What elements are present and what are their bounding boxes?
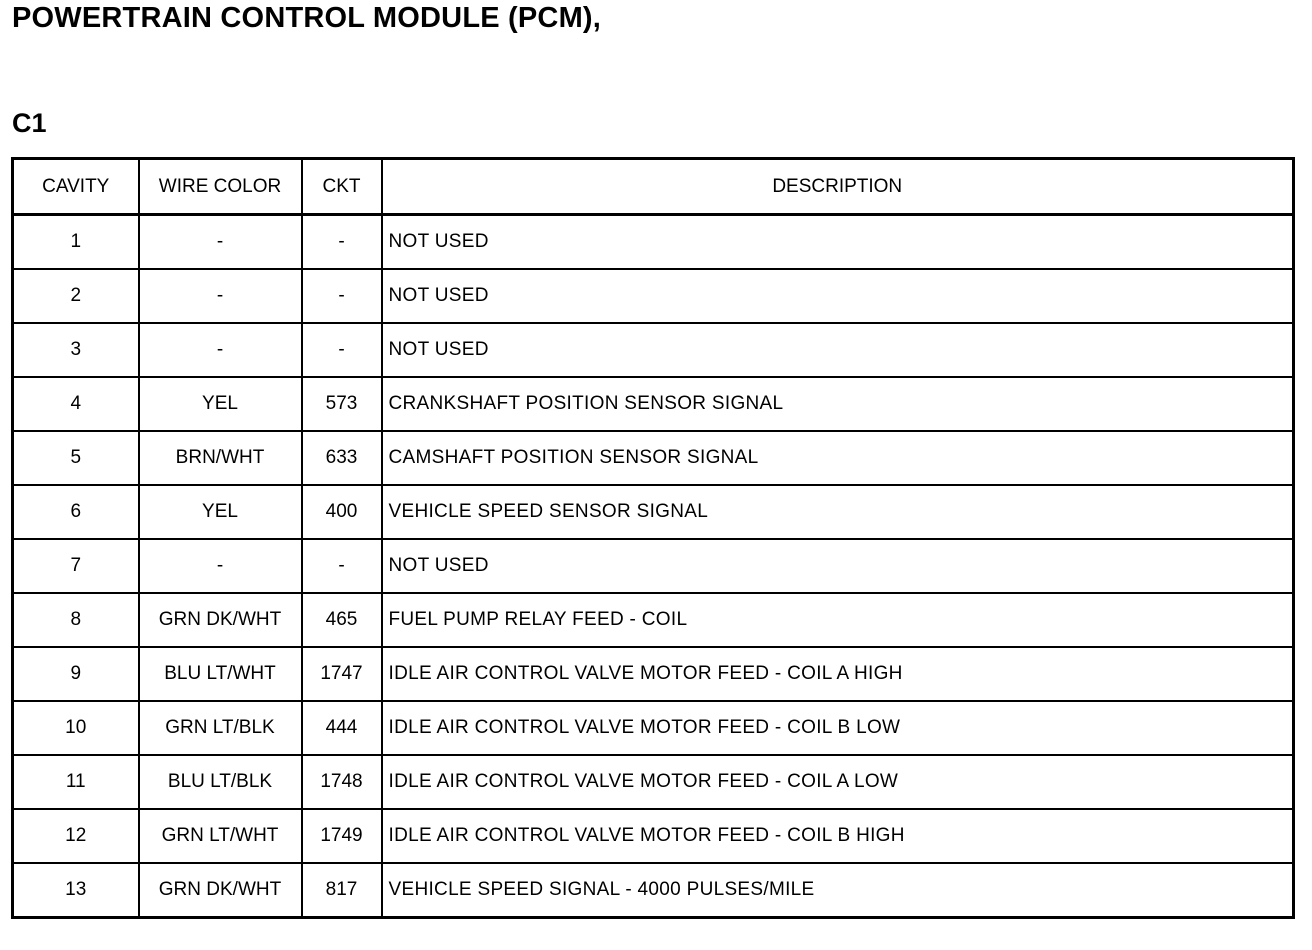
cell-wire-color: YEL: [139, 377, 302, 431]
cell-wire-color: BLU LT/WHT: [139, 647, 302, 701]
cell-cavity: 9: [13, 647, 139, 701]
cell-ckt: 1749: [302, 809, 382, 863]
cell-wire-color: -: [139, 215, 302, 270]
cell-ckt: -: [302, 539, 382, 593]
cell-wire-color: YEL: [139, 485, 302, 539]
cell-ckt: 1747: [302, 647, 382, 701]
cell-ckt: 573: [302, 377, 382, 431]
table-row: [13, 215, 1294, 270]
cell-wire-color: -: [139, 539, 302, 593]
table-row: [13, 755, 1294, 809]
cell-ckt: 465: [302, 593, 382, 647]
cell-wire-color: BRN/WHT: [139, 431, 302, 485]
cell-description: IDLE AIR CONTROL VALVE MOTOR FEED - COIL A LOW: [382, 755, 1294, 809]
table-row: [13, 485, 1294, 539]
cell-cavity: 12: [13, 809, 139, 863]
table-row: [13, 431, 1294, 485]
cell-ckt: 400: [302, 485, 382, 539]
cell-description: VEHICLE SPEED SENSOR SIGNAL: [382, 485, 1294, 539]
table-row: [13, 539, 1294, 593]
cell-wire-color: -: [139, 269, 302, 323]
cell-description: CAMSHAFT POSITION SENSOR SIGNAL: [382, 431, 1294, 485]
cell-cavity: 4: [13, 377, 139, 431]
cell-description: NOT USED: [382, 539, 1294, 593]
table-row: [13, 863, 1294, 918]
cell-wire-color: GRN DK/WHT: [139, 863, 302, 918]
table-row: [13, 593, 1294, 647]
cell-description: IDLE AIR CONTROL VALVE MOTOR FEED - COIL A HIGH: [382, 647, 1294, 701]
table-row: [13, 647, 1294, 701]
cell-ckt: -: [302, 269, 382, 323]
cell-description: VEHICLE SPEED SIGNAL - 4000 PULSES/MILE: [382, 863, 1294, 918]
document-title: POWERTRAIN CONTROL MODULE (PCM),: [12, 2, 602, 34]
connector-label: C1: [12, 108, 47, 138]
cell-wire-color: GRN LT/WHT: [139, 809, 302, 863]
cell-cavity: 5: [13, 431, 139, 485]
cell-cavity: 10: [13, 701, 139, 755]
table-row: [13, 323, 1294, 377]
cell-wire-color: GRN DK/WHT: [139, 593, 302, 647]
header-description: DESCRIPTION: [382, 159, 1294, 215]
cell-description: IDLE AIR CONTROL VALVE MOTOR FEED - COIL B LOW: [382, 701, 1294, 755]
cell-cavity: 11: [13, 755, 139, 809]
cell-cavity: 3: [13, 323, 139, 377]
cell-ckt: 817: [302, 863, 382, 918]
cell-description: FUEL PUMP RELAY FEED - COIL: [382, 593, 1294, 647]
cell-ckt: 444: [302, 701, 382, 755]
cell-cavity: 1: [13, 215, 139, 270]
cell-ckt: -: [302, 323, 382, 377]
cell-cavity: 6: [13, 485, 139, 539]
cell-description: CRANKSHAFT POSITION SENSOR SIGNAL: [382, 377, 1294, 431]
header-ckt: CKT: [302, 159, 382, 215]
pinout-table: [11, 157, 1295, 919]
cell-description: IDLE AIR CONTROL VALVE MOTOR FEED - COIL B HIGH: [382, 809, 1294, 863]
table-row: [13, 701, 1294, 755]
table-row: [13, 377, 1294, 431]
cell-description: NOT USED: [382, 269, 1294, 323]
cell-wire-color: GRN LT/BLK: [139, 701, 302, 755]
table-row: [13, 269, 1294, 323]
cell-ckt: 1748: [302, 755, 382, 809]
cell-ckt: 633: [302, 431, 382, 485]
cell-description: NOT USED: [382, 215, 1294, 270]
cell-cavity: 2: [13, 269, 139, 323]
cell-ckt: -: [302, 215, 382, 270]
header-wire-color: WIRE COLOR: [139, 159, 302, 215]
cell-cavity: 8: [13, 593, 139, 647]
cell-cavity: 7: [13, 539, 139, 593]
table-header-row: [13, 159, 1294, 215]
cell-description: NOT USED: [382, 323, 1294, 377]
header-cavity: CAVITY: [13, 159, 139, 215]
cell-cavity: 13: [13, 863, 139, 918]
table-row: [13, 809, 1294, 863]
cell-wire-color: BLU LT/BLK: [139, 755, 302, 809]
cell-wire-color: -: [139, 323, 302, 377]
